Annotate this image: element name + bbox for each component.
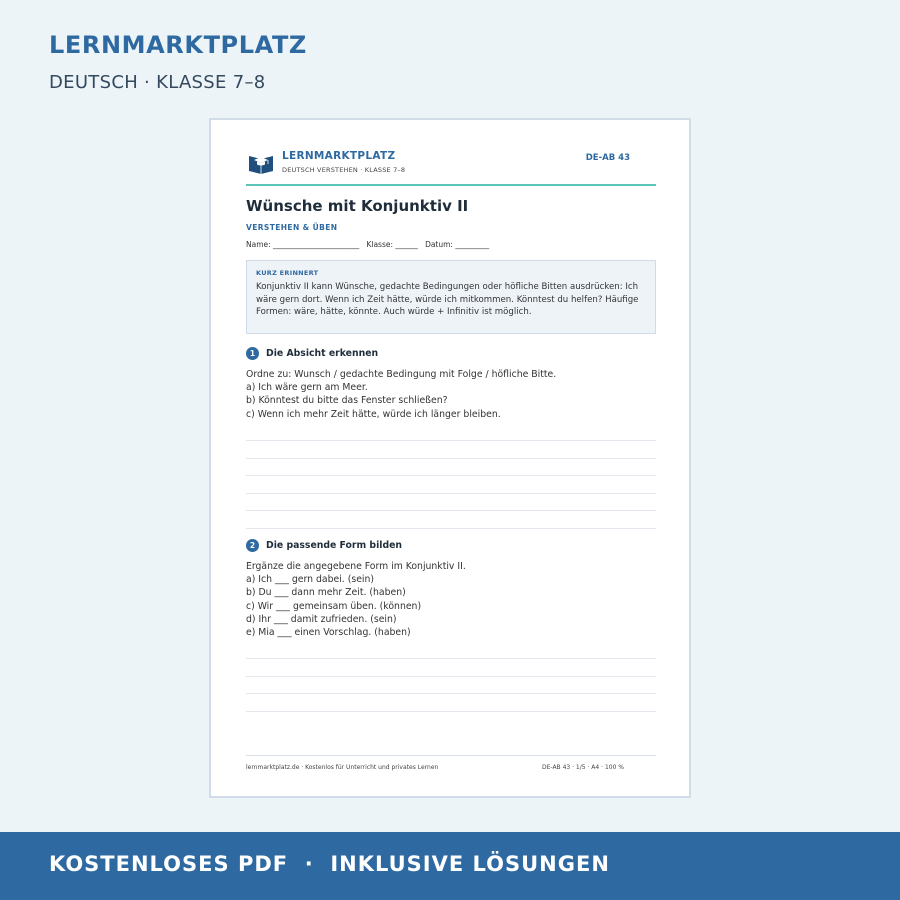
task-2-number-badge: 2: [246, 539, 259, 552]
accent-divider: [246, 184, 656, 186]
brand-title: LERNMARKTPLATZ: [49, 31, 307, 59]
answer-line: [246, 493, 656, 494]
name-field-label: Name: _______________________: [246, 240, 360, 249]
task-2-title: Die passende Form bilden: [266, 540, 403, 551]
task-2-item-a: a) Ich ___ gern dabei. (sein): [246, 574, 375, 586]
task-2-item-d: d) Ihr ___ damit zufrieden. (sein): [246, 613, 397, 625]
document-code: DE-AB 43: [585, 153, 630, 163]
answer-line: [246, 458, 656, 459]
sheet-logo-subtitle: DEUTSCH VERSTEHEN · KLASSE 7–8: [282, 166, 406, 174]
answer-line: [246, 693, 656, 694]
sheet-logo-title: LERNMARKTPLATZ: [282, 150, 396, 162]
task-1-body: [246, 368, 556, 421]
task-1-number-badge: 1: [246, 347, 259, 360]
class-field-label: Klasse: ______: [366, 240, 418, 249]
footer-divider: [246, 755, 656, 756]
answer-line: [246, 676, 656, 677]
task-2-heading: [246, 539, 402, 552]
answer-line: [246, 711, 656, 712]
task-1-item-a: a) Ich wäre gern am Meer.: [246, 382, 368, 394]
task-2-body: [246, 560, 466, 639]
task-1-heading: [246, 347, 378, 360]
answer-line: [246, 440, 656, 441]
task-1-item-b: b) Könntest du bitte das Fenster schließen?: [246, 395, 448, 407]
task-1-item-c: c) Wenn ich mehr Zeit hätte, würde ich länger bleiben.: [246, 408, 501, 420]
reminder-text: Konjunktiv II kann Wünsche, gedachte Bedingungen oder höfliche Bitten ausdrücken: Ich wäre gern dort. Wenn ich Zeit hätte, würde ich mitkommen. Könntest du helfen? Häufige Formen: wäre, hätte, könnte. Auch würde + Infinitiv ist möglich.: [256, 282, 639, 317]
task-2-item-c: c) Wir ___ gemeinsam üben. (können): [246, 600, 422, 612]
task-2-item-b: b) Du ___ dann mehr Zeit. (haben): [246, 587, 406, 599]
sheet-title: Wünsche mit Konjunktiv II: [246, 197, 469, 215]
banner-text: KOSTENLOSES PDF · INKLUSIVE LÖSUNGEN: [49, 852, 610, 876]
answer-line: [246, 528, 656, 529]
sheet-kicker: VERSTEHEN & ÜBEN: [246, 223, 338, 232]
footer-right-text: DE-AB 43 · 1/5 · A4 · 100 %: [542, 764, 625, 771]
answer-line: [246, 475, 656, 476]
reminder-box: [246, 260, 656, 334]
date-field-label: Datum: _________: [425, 240, 490, 249]
task-1-title: Die Absicht erkennen: [266, 348, 379, 359]
reminder-label: KURZ ERINNERT: [256, 269, 319, 277]
worksheet-preview[interactable]: [209, 118, 691, 798]
answer-line: [246, 658, 656, 659]
brand-subtitle: DEUTSCH · KLASSE 7–8: [49, 72, 266, 93]
worksheet-content: [246, 120, 656, 796]
task-1-instruction: Ordne zu: Wunsch / gedachte Bedingung mit Folge / höfliche Bitte.: [246, 369, 557, 380]
task-2-instruction: Ergänze die angegebene Form im Konjunktiv II.: [246, 561, 466, 572]
student-info-line: [246, 240, 489, 249]
answer-line: [246, 510, 656, 511]
footer-left-text: lernmarktplatz.de · Kostenlos für Unterricht und privates Lernen: [246, 764, 439, 771]
book-graduation-icon: [248, 152, 274, 174]
task-2-item-e: e) Mia ___ einen Vorschlag. (haben): [246, 627, 411, 639]
bottom-banner: [0, 832, 900, 900]
